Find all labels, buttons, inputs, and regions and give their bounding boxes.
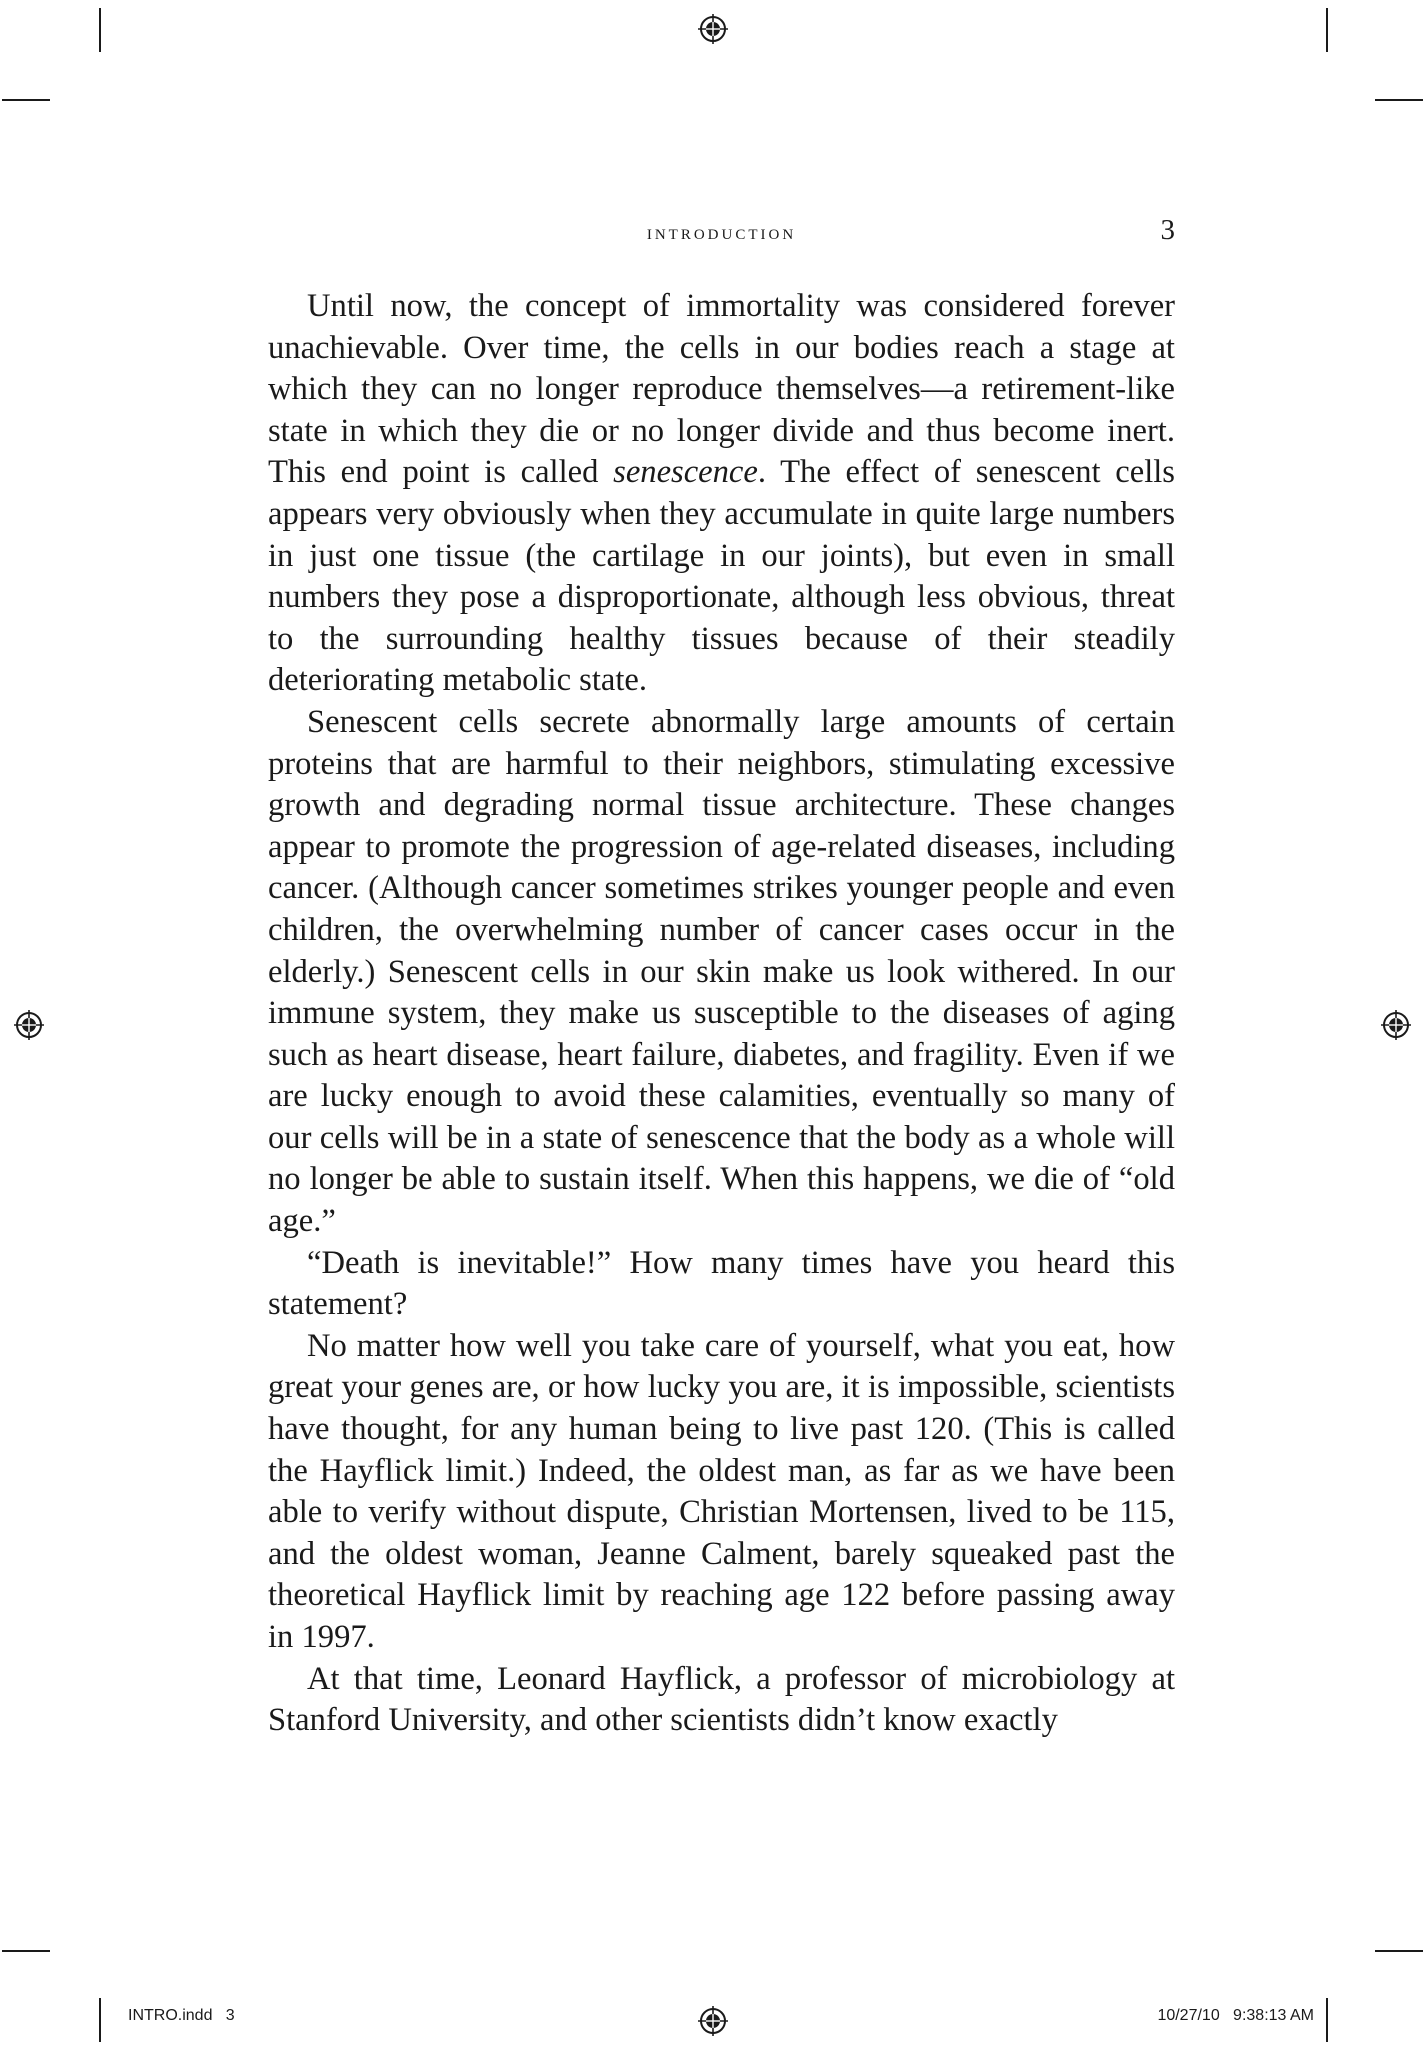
crop-mark-top-right-horizontal	[1375, 99, 1423, 101]
slug-timestamp: 10/27/10 9:38:13 AM	[1157, 2007, 1314, 2024]
paragraph-text: Until now, the concept of immortality was considered forever unachievable. Over time, the cells in our bodies reach a stage at which they can no longer reproduce themselves—a retirement-like state in which they die or no longer divide and thus become inert. This end point is called	[268, 288, 1175, 491]
page-number: 3	[1160, 214, 1175, 246]
crop-mark-top-right-vertical	[1326, 8, 1328, 52]
registration-target-icon	[698, 2006, 728, 2036]
crop-mark-top-left-horizontal	[2, 99, 50, 101]
paragraph: No matter how well you take care of yourself, what you eat, how great your genes are, or how lucky you are, it is impossible, scientists have thought, for any human being to live past 120. (This is called the Hayflick limit.) Indeed, the oldest man, as far as we have been able to verify without dispute, Christian Mortensen, lived to be 115, and the oldest woman, Jeanne Calment, barely squeaked past the theoretical Hayflick limit by reaching age 122 before passing away in 1997.	[268, 1327, 1175, 1655]
paragraph	[268, 286, 1175, 702]
crop-mark-bottom-right-vertical	[1326, 1998, 1328, 2042]
crop-mark-bottom-left-vertical	[99, 1998, 101, 2042]
registration-target-icon	[1381, 1010, 1411, 1040]
emphasis-term: senescence	[613, 454, 758, 491]
running-head-title: introduction	[646, 220, 797, 244]
crop-mark-bottom-right-horizontal	[1375, 1950, 1423, 1952]
paragraph-text: . The effect of senescent cells appears very obviously when they accumulate in quite large numbers in just one tissue (the cartilage in our joints), but even in small numbers they pose a disproportionate, although less obvious, threat to the surrounding healthy tissues because of their steadily deteriorating metabolic state.	[268, 454, 1175, 699]
crop-mark-bottom-left-horizontal	[2, 1950, 50, 1952]
body-text	[268, 286, 1175, 1742]
crop-mark-top-left-vertical	[99, 8, 101, 52]
slug-file-name: INTRO.indd 3	[128, 2007, 235, 2024]
registration-target-icon	[698, 14, 728, 44]
running-head	[268, 214, 1175, 250]
paragraph: At that time, Leonard Hayflick, a professor of microbiology at Stanford University, and other scientists didn’t know exactly	[268, 1660, 1175, 1739]
registration-target-icon	[14, 1010, 44, 1040]
paragraph: “Death is inevitable!” How many times have you heard this statement?	[268, 1244, 1175, 1323]
paragraph: Senescent cells secrete abnormally large amounts of certain proteins that are harmful to their neighbors, stimulating excessive growth and degrading normal tissue architecture. These changes appear to promote the progression of age-related diseases, including cancer. (Although cancer sometimes strikes younger people and even children, the overwhelming number of cancer cases occur in the elderly.) Senescent cells in our skin make us look withered. In our immune system, they make us susceptible to the diseases of aging such as heart disease, heart failure, diabetes, and fragility. Even if we are lucky enough to avoid these calamities, eventually so many of our cells will be in a state of senescence that the body as a whole will no longer be able to sustain itself. When this happens, we die of “old age.”	[268, 703, 1175, 1240]
